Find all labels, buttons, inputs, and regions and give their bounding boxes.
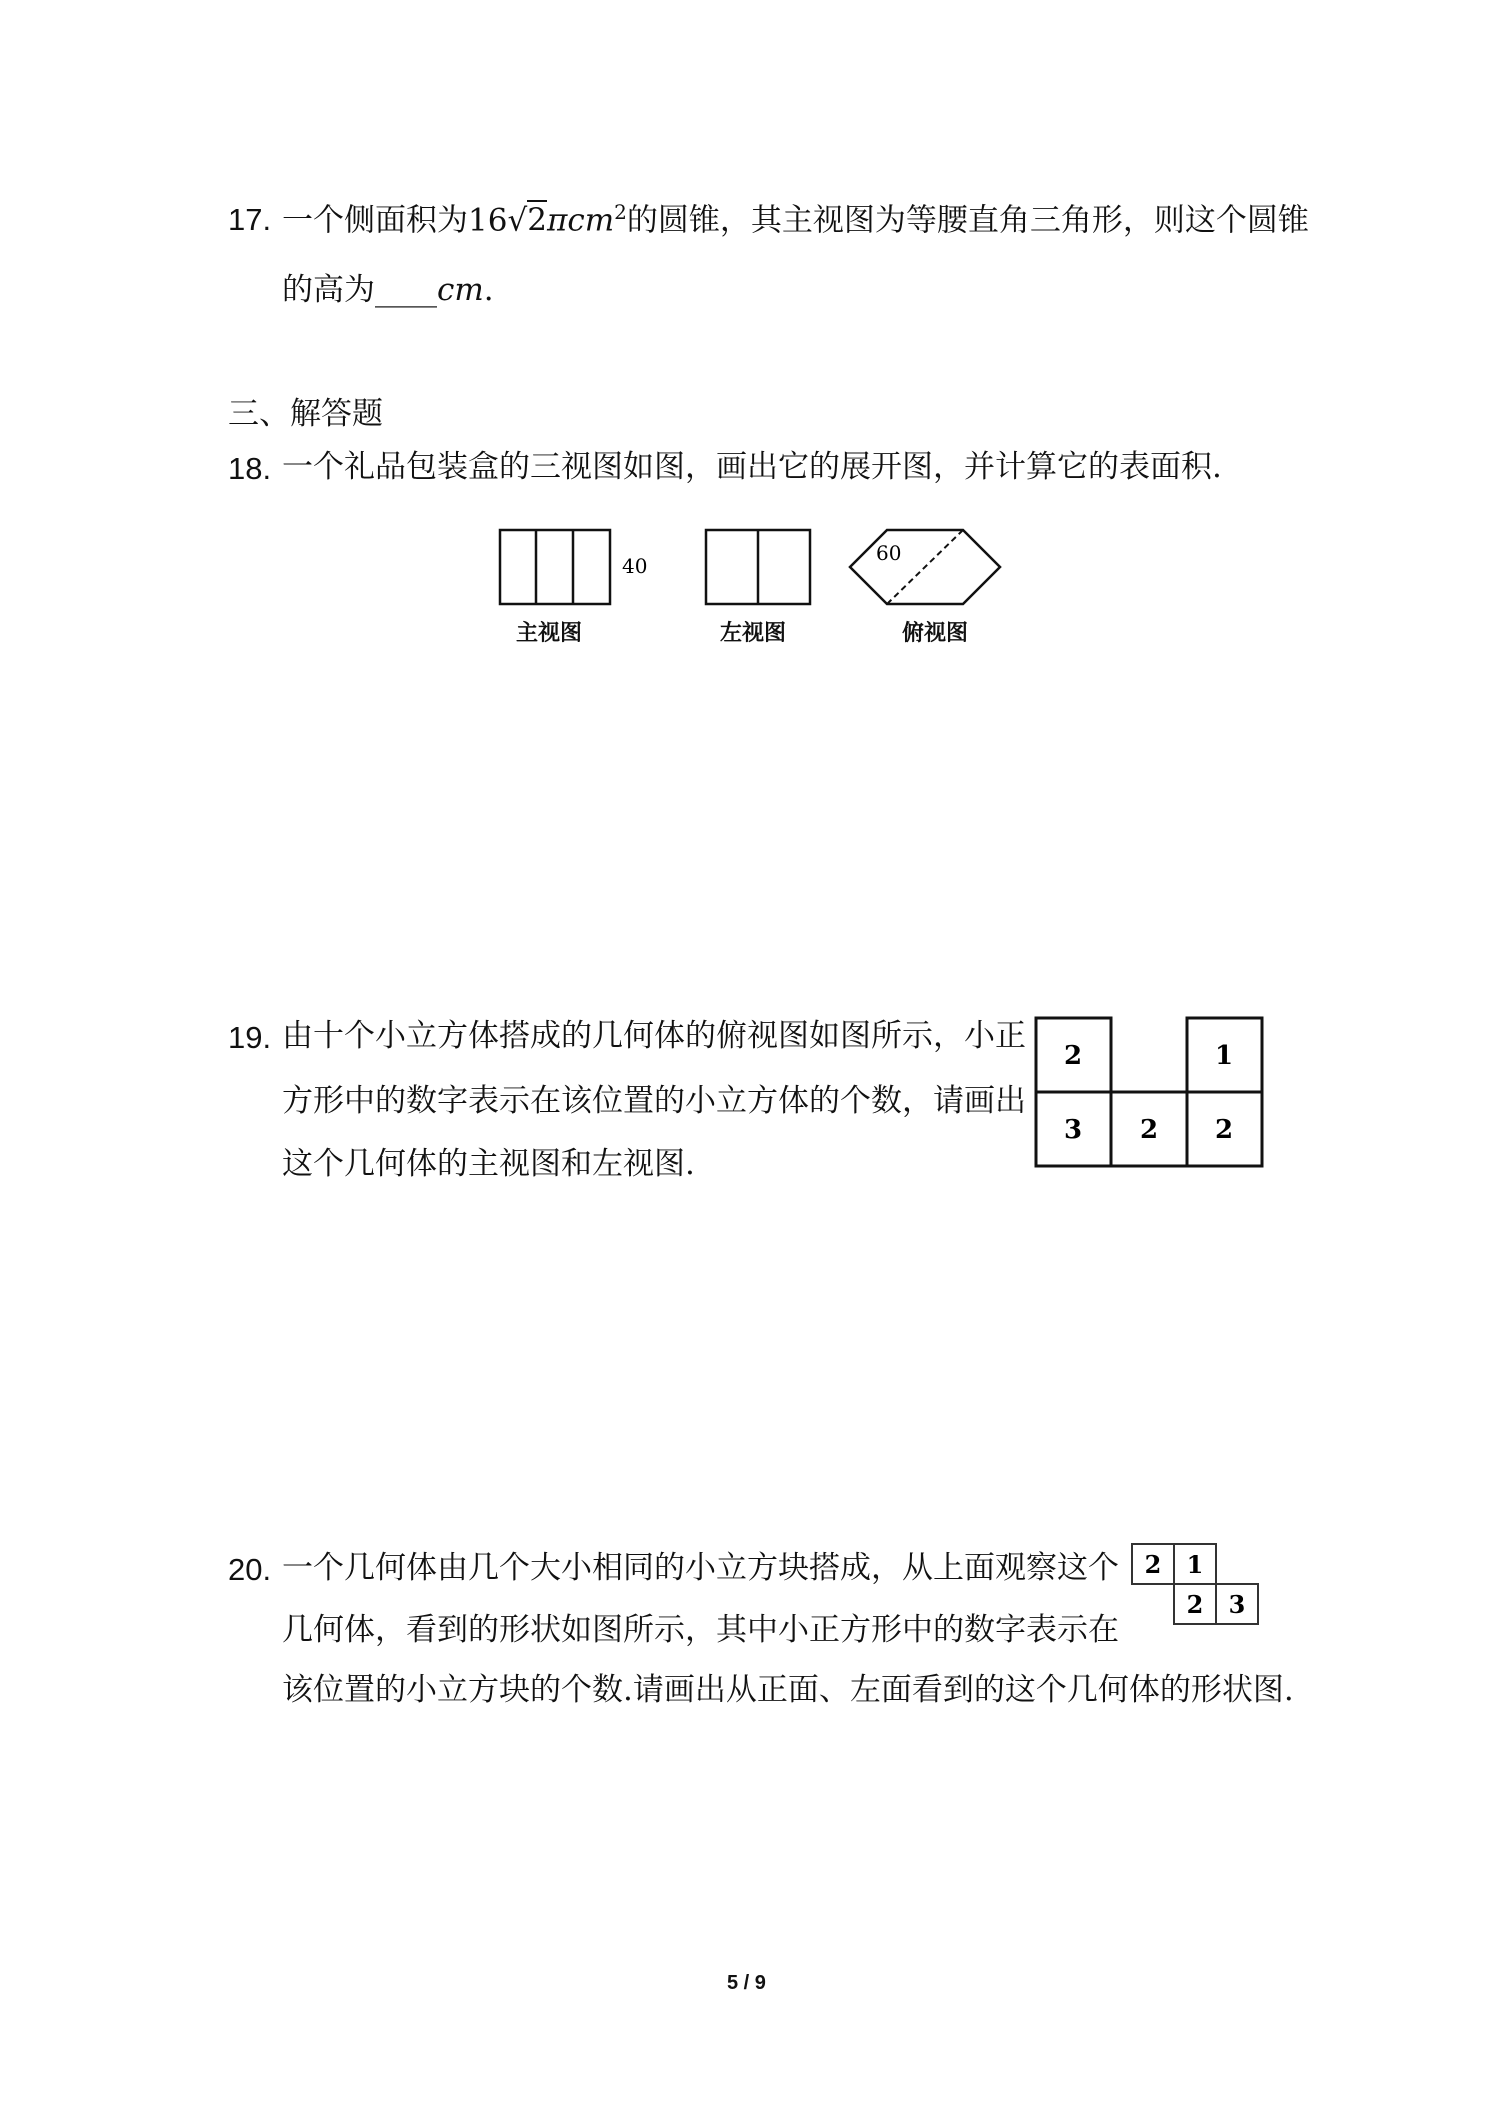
q17-math-rest: πcm: [546, 202, 615, 239]
q19-line2: 方形中的数字表示在该位置的小立方体的个数，请画出: [282, 1083, 1026, 1119]
q19-line3: 这个几何体的主视图和左视图.: [282, 1146, 695, 1182]
q19-number: 19.: [228, 1020, 272, 1055]
sqrt-symbol: √: [507, 202, 528, 239]
q20-line1: 一个几何体由几个大小相同的小立方块搭成，从上面观察这个: [282, 1550, 1119, 1586]
q17-unit: cm: [437, 272, 484, 308]
q17-math-sup: 2: [614, 200, 627, 224]
q20-cell-bottom-right: 3: [1228, 1590, 1246, 1619]
q17-math-root: 2: [527, 202, 547, 239]
q17-line2: [282, 272, 494, 309]
q20-cell-bottom-mid: 2: [1186, 1590, 1204, 1619]
q17-text-a: 一个侧面积为: [282, 202, 468, 239]
section-heading: 三、解答题: [228, 396, 383, 432]
page-number: 5 / 9: [727, 1972, 766, 1994]
q20-line2: 几何体，看到的形状如图所示，其中小正方形中的数字表示在: [282, 1612, 1119, 1648]
q17-period: .: [483, 272, 494, 308]
q20-line3: 该位置的小立方块的个数.请画出从正面、左面看到的这个几何体的形状图.: [282, 1672, 1294, 1708]
q20-top-view-grid: [1128, 1540, 1272, 1636]
front-view-label: 主视图: [516, 621, 583, 646]
q17-math-coef: 16: [468, 202, 508, 239]
q20-cell-top-mid: 1: [1186, 1550, 1204, 1579]
q19-cell-bottom-left: 3: [1063, 1115, 1083, 1145]
q19-top-view-grid: [1030, 1012, 1270, 1172]
q17-blank: ____: [375, 272, 437, 308]
q18-number: 18.: [228, 451, 272, 486]
q17-number: 17.: [228, 202, 272, 237]
q17-text-b: 的圆锥，其主视图为等腰直角三角形，则这个圆锥: [626, 202, 1309, 239]
q20-number: 20.: [228, 1552, 272, 1587]
q19-cell-bottom-mid: 2: [1139, 1115, 1159, 1145]
top-view-label: 俯视图: [902, 621, 969, 646]
q17-line1: [282, 200, 1309, 240]
front-view: [500, 530, 647, 604]
q19-line1: 由十个小立方体搭成的几何体的俯视图如图所示，小正: [282, 1018, 1026, 1054]
q17-line2-a: 的高为: [282, 272, 375, 308]
q19-cell-bottom-right: 2: [1214, 1115, 1234, 1145]
left-view-label: 左视图: [720, 621, 787, 646]
q19-cell-top-right: 1: [1214, 1041, 1234, 1071]
q20-cell-top-left: 2: [1144, 1550, 1162, 1579]
dim-side-label: 60: [876, 541, 902, 565]
left-view: [706, 530, 810, 604]
q19-cell-top-left: 2: [1063, 1041, 1083, 1071]
top-view: [850, 530, 1000, 604]
dim-height-label: 40: [622, 554, 648, 578]
q18-text: 一个礼品包装盒的三视图如图，画出它的展开图，并计算它的表面积.: [282, 449, 1222, 485]
